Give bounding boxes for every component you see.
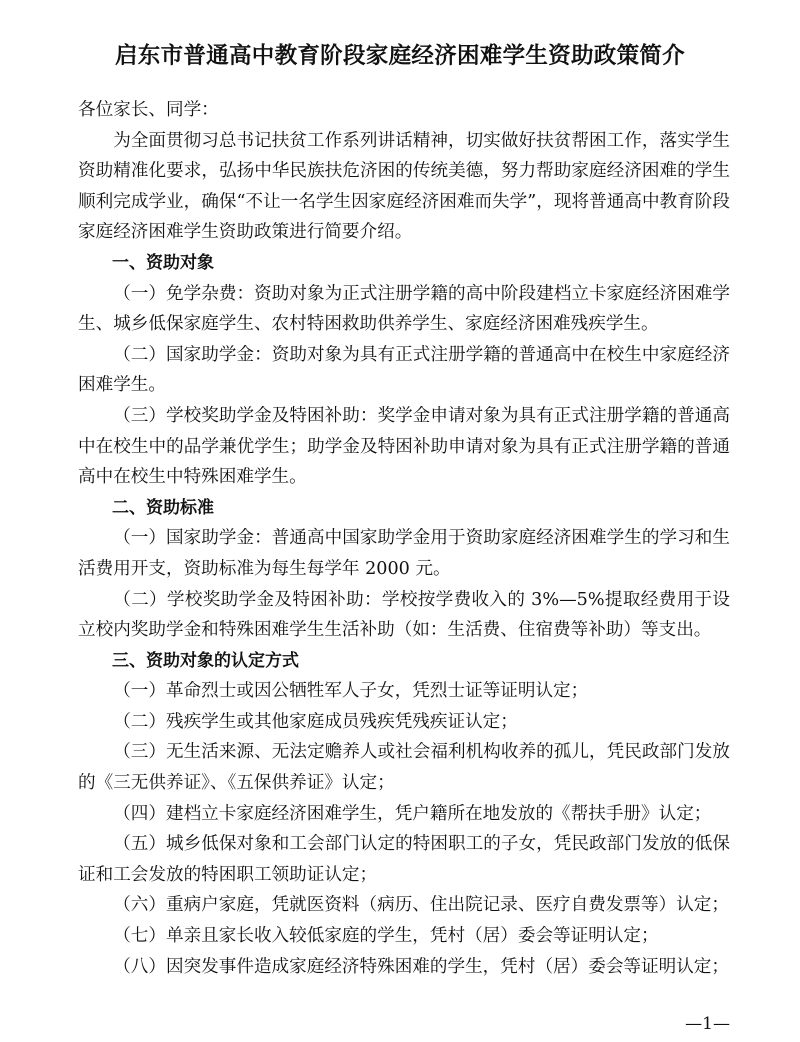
identification-item: （七）单亲且家长收入较低家庭的学生，凭村（居）委会等证明认定；	[113, 926, 659, 947]
recipients-item: （三）学校奖助学金及特困补助：奖学金申请对象为具有正式注册学籍的普通高中在校生中的品学兼优学生；助学金及特困补助申请对象为具有正式注册学籍的普通高中在校生中特殊困难学生。	[78, 405, 730, 488]
section-heading-identification: 三、资助对象的认定方式	[112, 650, 299, 671]
identification-item: （一）革命烈士或因公牺牲军人子女，凭烈士证等证明认定；	[113, 681, 589, 702]
salutation: 各位家长、同学：	[78, 100, 219, 120]
standards-item: （二）学校奖助学金及特困补助：学校按学费收入的 3%—5%提取经费用于设立校内奖助学金和特殊困难学生生活补助（如：生活费、住宿费等补助）等支出。	[78, 589, 730, 641]
identification-item: （六）重病户家庭，凭就医资料（病历、住出院记录、医疗自费发票等）认定；	[113, 895, 729, 916]
page-number: —1—	[685, 1014, 730, 1034]
identification-item: （五）城乡低保对象和工会部门认定的特困职工的子女，凭民政部门发放的低保证和工会发放的特困职工领助证认定；	[78, 834, 730, 885]
standards-item: （一）国家助学金：普通高中国家助学金用于资助家庭经济困难学生的学习和生活费用开支，资助标准为每生每学年 2000 元。	[78, 528, 730, 579]
section-heading-recipients: 一、资助对象	[112, 252, 214, 273]
identification-item: （八）因突发事件造成家庭经济特殊困难的学生，凭村（居）委会等证明认定；	[113, 956, 729, 977]
identification-item: （四）建档立卡家庭经济困难学生，凭户籍所在地发放的《帮扶手册》认定；	[113, 803, 712, 824]
identification-item: （三）无生活来源、无法定赡养人或社会福利机构收养的孤儿，凭民政部门发放的《三无供养证》、《五保供养证》认定；	[78, 742, 730, 794]
document-body	[78, 95, 730, 982]
intro-paragraph: 为全面贯彻习总书记扶贫工作系列讲话精神，切实做好扶贫帮困工作，落实学生资助精准化要求，弘扬中华民族扶危济困的传统美德，努力帮助家庭经济困难的学生顺利完成学业，确保“不让一名学生因家庭经济困难而失学”，现将普通高中教育阶段家庭经济困难学生资助政策进行简要介绍。	[78, 130, 730, 243]
recipients-item: （二）国家助学金：资助对象为具有正式注册学籍的普通高中在校生中家庭经济困难学生。	[78, 344, 730, 396]
identification-item: （二）残疾学生或其他家庭成员残疾凭残疾证认定；	[113, 711, 518, 732]
section-heading-standards: 二、资助标准	[112, 497, 214, 518]
recipients-item: （一）免学杂费：资助对象为正式注册学籍的高中阶段建档立卡家庭经济困难学生、城乡低保家庭学生、农村特困救助供养学生、家庭经济困难残疾学生。	[78, 283, 730, 335]
document-title: 启东市普通高中教育阶段家庭经济困难学生资助政策简介	[114, 43, 685, 69]
